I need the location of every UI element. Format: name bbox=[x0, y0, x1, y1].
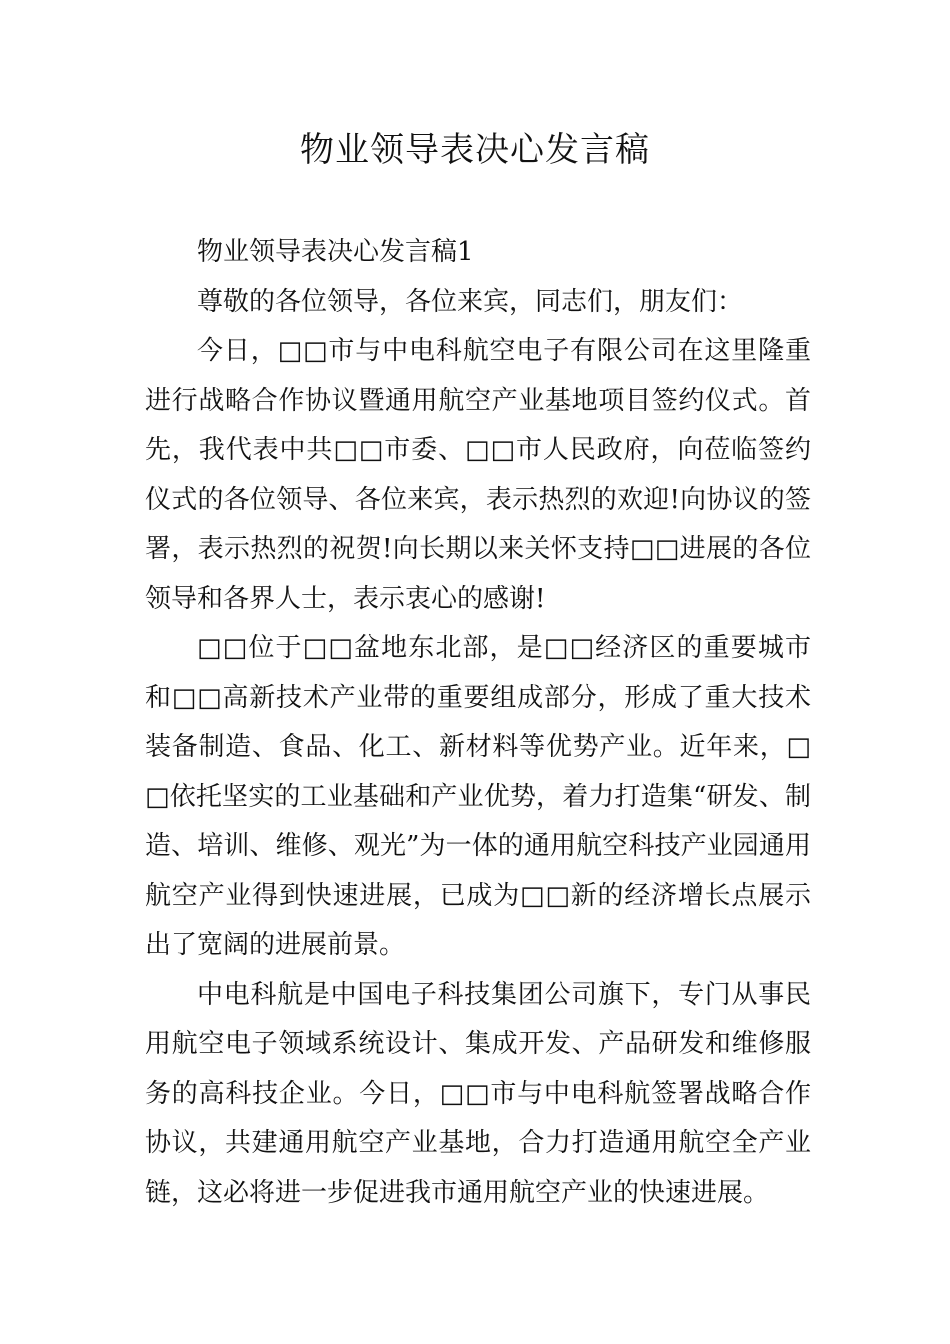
paragraph-company-intro: 中电科航是中国电子科技集团公司旗下，专门从事民用航空电子领域系统设计、集成开发、产品研发和维修服务的高科技企业。今日，□□市与中电科航签署战略合作协议，共建通用航空产业基地，合力打造通用航空全产业链，这必将进一步促进我市通用航空产业的快速进展。 bbox=[145, 979, 811, 1208]
paragraph-city-overview: □□位于□□盆地东北部，是□□经济区的重要城市和□□高新技术产业带的重要组成部分，形成了重大技术装备制造、食品、化工、新材料等优势产业。近年来，□□依托坚实的工业基础和产业优势，着力打造集“研发、制造、培训、维修、观光”为一体的通用航空科技产业园通用航空产业得到快速进展，已成为□□新的经济增长点展示出了宽阔的进展前景。 bbox=[145, 633, 811, 960]
document-body bbox=[145, 228, 811, 1218]
paragraph-welcome: 今日，□□市与中电科航空电子有限公司在这里隆重进行战略合作协议暨通用航空产业基地项目签约仪式。首先，我代表中共□□市委、□□市人民政府，向莅临签约仪式的各位领导、各位来宾，表示热烈的欢迎!向协议的签署，表示热烈的祝贺!向长期以来关怀支持□□进展的各位领导和各界人士，表示衷心的感谢! bbox=[145, 336, 811, 614]
paragraph-subtitle: 物业领导表决心发言稿1 bbox=[197, 237, 474, 267]
paragraph-salutation: 尊敬的各位领导，各位来宾，同志们，朋友们： bbox=[197, 286, 744, 317]
document-title: 物业领导表决心发言稿 bbox=[300, 130, 650, 170]
